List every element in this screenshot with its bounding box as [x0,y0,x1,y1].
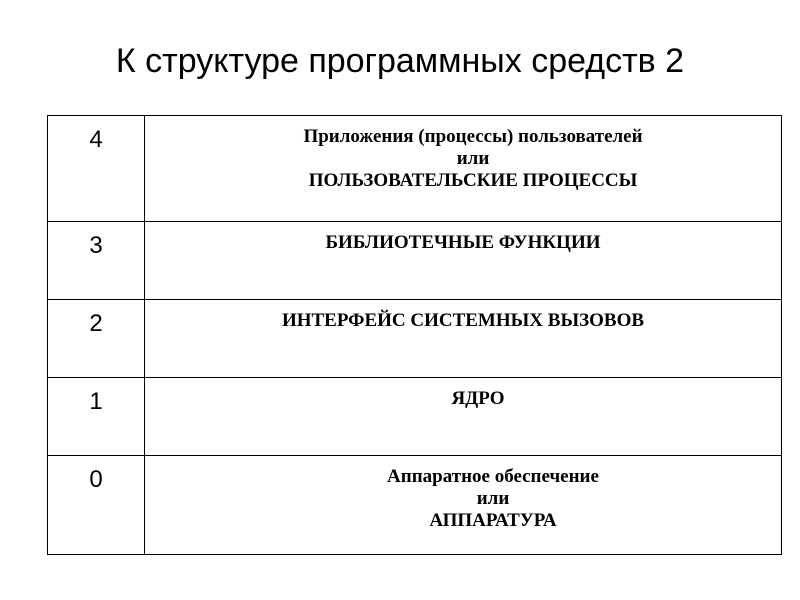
table-row [48,300,782,378]
table-row [48,222,782,300]
layer-description-line: ИНТЕРФЕЙС СИСТЕМНЫХ ВЫЗОВОВ [281,310,645,331]
layer-description-line: Аппаратное обеспечение [387,466,599,487]
layer-description-line: или [456,148,490,169]
layer-number: 1 [48,378,145,456]
table-row [48,378,782,456]
layer-number: 4 [48,116,145,222]
layer-description [145,378,782,456]
layer-description-line: Приложения (процессы) пользователей [303,126,643,147]
layer-number: 2 [48,300,145,378]
layer-description [145,300,782,378]
layers-table [47,115,782,555]
layer-description-line: или [476,488,510,509]
layer-description [145,116,782,222]
slide-title: К структуре программных средств 2 [115,42,685,80]
layer-description-line: ЯДРО [451,388,505,409]
table-row [48,456,782,555]
layer-description [145,222,782,300]
layer-number: 0 [48,456,145,555]
layer-description-line: АППАРАТУРА [429,510,557,531]
layer-description-line: БИБЛИОТЕЧНЫЕ ФУНКЦИИ [325,232,601,253]
layer-description-line: ПОЛЬЗОВАТЕЛЬСКИЕ ПРОЦЕССЫ [308,170,638,191]
table-row [48,116,782,222]
layer-description [145,456,782,555]
layer-number: 3 [48,222,145,300]
